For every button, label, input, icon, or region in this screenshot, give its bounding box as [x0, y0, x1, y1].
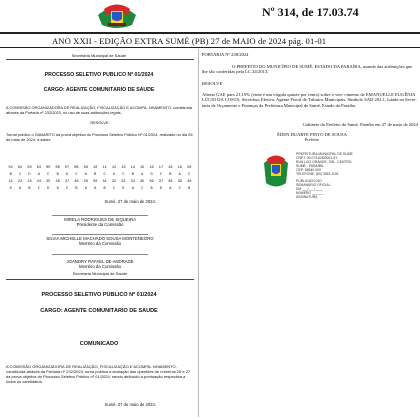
question-number-cell: 16 — [149, 165, 154, 170]
stamp-line: ASSINATURA — [296, 194, 318, 199]
question-number-cell: 34 — [130, 179, 135, 184]
question-number-cell: 21 — [8, 179, 13, 184]
answer-row — [6, 171, 194, 178]
question-number-cell: 12 — [111, 165, 117, 170]
date-line: Sumé, 27 de maio de 2024. — [104, 199, 156, 204]
answer-cell: C — [65, 186, 69, 191]
question-number-cell: 15 — [140, 165, 145, 170]
question-number-cell: 05 — [46, 165, 51, 170]
question-number-cell: 37 — [158, 179, 164, 184]
answer-cell: B — [94, 172, 97, 177]
answer-cell: A — [141, 172, 144, 177]
divider — [6, 279, 194, 280]
answer-cell: A — [131, 186, 134, 191]
process-title: PROCESSO SELETIVO PÚBLICO Nº 01/2024 — [41, 292, 157, 298]
question-number-cell: 33 — [121, 179, 126, 184]
answer-cell: A — [56, 186, 59, 191]
answer-cell: C — [37, 186, 40, 191]
question-number-cell: 36 — [149, 179, 154, 184]
answer-cell: C — [112, 186, 116, 191]
signer-name: JOANDRY RAFAEL DE ANDRADE — [66, 259, 134, 264]
question-number-cell: 32 — [111, 179, 117, 184]
answer-cell: C — [103, 172, 106, 177]
stamp-line: SUMÉ - PARAÍBA — [296, 163, 324, 168]
question-number-cell: 29 — [83, 179, 88, 184]
answer-cell: A — [178, 172, 181, 177]
answer-cell: A — [94, 186, 97, 191]
answer-cell: B — [169, 172, 172, 177]
question-number-cell: 17 — [158, 165, 164, 170]
stamp-line: TELEFONE: (83) 3353-1191 — [296, 171, 339, 176]
question-number-cell: 11 — [102, 165, 107, 170]
stamp-line: CEP: 58540-000 — [296, 167, 322, 172]
question-number-cell: 25 — [46, 179, 51, 184]
question-number-cell: 28 — [74, 179, 79, 184]
signer-name: ÉDEN DUARTE PINTO DE SOUSA — [277, 132, 347, 137]
answer-key-table — [6, 164, 194, 192]
cargo-title: CARGO: AGENTE COMUNITÁRIO DE SAÚDE — [43, 87, 155, 93]
stamp-line: SEMANÁRIO OFICIAL — [296, 183, 331, 188]
answer-cell: D — [28, 172, 31, 177]
question-number-cell: 35 — [140, 179, 145, 184]
stamp-line: PUBLICADO NO — [296, 179, 322, 184]
answer-cell: B — [131, 172, 134, 177]
portaria-body: Alterar GAE para 21,15% (vinte e um vírgula quinze por cento) sobre o ven- cimento de EMANUELLE EUGÊNIA LÚCIO DA COSTA, Servidora Efetiva, Agente Fiscal de Tributos Municipais, Símbolo SAD 202.1, lotada na Secre- taria de Orçamento e Finanças da Prefeitura Municipal de Sumé, Estado da Paraíba. — [202, 92, 417, 108]
signer-name: MIRELA RODRIGUES DE SIQUEIRA — [64, 217, 136, 222]
gabinete-line: Gabinete do Prefeito de Sumé, Paraíba em 27 de maio de 2024 — [302, 122, 418, 127]
question-number-cell: 23 — [27, 179, 32, 184]
answer-cell: A — [84, 172, 87, 177]
answer-cell: B — [150, 186, 153, 191]
header-rule-bottom — [0, 47, 420, 48]
stamp-line: RUA LUIZ GRANDE, S/N - CENTRO — [296, 159, 352, 164]
divider — [6, 59, 194, 60]
answer-cell: A — [37, 172, 40, 177]
question-number-cell: 18 — [168, 165, 173, 170]
question-number-cell: 24 — [36, 179, 42, 184]
question-number-cell: 26 — [55, 179, 60, 184]
header-rule — [0, 32, 420, 34]
signer-name: SILVIA MICHELLE MACHADO SOUSA MONTENEGRO — [46, 236, 154, 241]
portaria-title: PORTARIA Nº 238/2024 — [202, 52, 249, 57]
answer-cell: C — [19, 172, 22, 177]
law-reference-box — [252, 0, 420, 28]
answer-cell: D — [122, 186, 125, 191]
signature-line — [52, 215, 148, 216]
question-number-cell: 09 — [83, 165, 88, 170]
question-number-row — [6, 178, 194, 185]
question-number-cell: 20 — [187, 165, 192, 170]
secretaria-label: Secretaria Municipal de Saúde — [72, 271, 128, 276]
stamp-line: EM ___/___/____ — [296, 187, 323, 192]
stamp-line: CNPJ: 09.073.628/0001-91 — [296, 155, 338, 160]
question-number-cell: 27 — [64, 179, 70, 184]
question-number-cell: 13 — [121, 165, 126, 170]
question-number-cell: 07 — [64, 165, 70, 170]
question-number-cell: 31 — [102, 179, 107, 184]
comunicado-title: COMUNICADO — [79, 341, 119, 347]
question-number-cell: 38 — [168, 179, 173, 184]
answer-cell: C — [47, 172, 50, 177]
answer-cell: B — [103, 186, 106, 191]
answer-cell: B — [9, 172, 12, 177]
stamp-line: PREFEITURA MUNICIPAL DE SUMÉ — [296, 152, 353, 156]
stamp-crest-logo — [261, 153, 291, 189]
question-number-cell: 19 — [177, 165, 182, 170]
intro-paragraph: A COMISSÃO ORGANIZADORA DE REALIZAÇÃO, FISCALIZAÇÃO E ACOMPA- NHAMENTO, constituída através da Portaria nº 232/2023, no uso de suas atribuições legais, — [6, 105, 192, 115]
answer-cell: D — [112, 172, 116, 177]
answer-cell: C — [122, 172, 125, 177]
question-number-cell: 40 — [187, 179, 192, 184]
signer-role: Prefeito — [304, 137, 320, 142]
answer-cell: D — [150, 172, 153, 177]
signer-role: Membro da Comissão — [78, 264, 122, 269]
question-number-row — [6, 164, 194, 171]
question-number-cell: 30 — [93, 179, 98, 184]
resolve-label: RESOLVE: — [90, 120, 110, 125]
answer-row — [6, 185, 194, 192]
signature-line — [52, 234, 148, 235]
column-divider — [198, 49, 199, 417]
law-reference: Nº 314, de 17.03.74 — [262, 5, 359, 19]
answer-cell: C — [188, 172, 191, 177]
question-number-cell: 10 — [93, 165, 98, 170]
resolve-label: RESOLVE — [202, 81, 223, 86]
answer-cell: C — [141, 186, 144, 191]
edition-line: ANO XXII - EDIÇÃO EXTRA SUMÉ (PB) 27 de MAIO de 2024 pág. 01-01 — [52, 36, 327, 46]
question-number-cell: 01 — [8, 165, 13, 170]
question-number-cell: 03 — [27, 165, 32, 170]
answer-cell: C — [178, 186, 181, 191]
answer-cell: D — [159, 186, 163, 191]
question-number-cell: 39 — [177, 179, 182, 184]
question-number-cell: 14 — [130, 165, 135, 170]
answer-cell: C — [159, 172, 163, 177]
comunicado-paragraph: A COMISSÃO ORGANIZADORA DE REALIZAÇÃO, FISCALIZAÇÃO E ACOMPA- NHAMENTO, constituída através da Portaria nº 232/2023, torna pública a anulação das questões de números 25 e 27 da prova objetiva do Processo Seletivo Público nº 01/2024, sendo atribuído a pontuação respectiva a todos os candidatos. — [6, 364, 191, 384]
process-title: PROCESSO SELETIVO PÚBLICO Nº 01/2024 — [44, 72, 154, 78]
question-number-cell: 06 — [55, 165, 60, 170]
date-line: Sumé, 27 de maio de 2024. — [104, 402, 156, 407]
secretaria-label: Secretaria Municipal de Saúde — [71, 53, 127, 58]
question-number-cell: 04 — [36, 165, 42, 170]
stamp-line: NÚMERO ______ — [296, 191, 324, 196]
portaria-preamble: O PREFEITO DO MUNICÍPIO DE SUMÉ, ESTADO DA PARAÍBA, usando das atribuições que lhe são conferidas pela LC 24/2013, — [202, 64, 413, 75]
gabarito-paragraph: Tornar público o GABARITO da prova objetiva do Processo Seletivo Público Nº 01/2024, realizado no dia 26 de maio de 2024, a saber: — [6, 132, 193, 142]
answer-cell: B — [28, 186, 31, 191]
answer-cell: B — [75, 186, 78, 191]
answer-cell: C — [75, 172, 78, 177]
question-number-cell: 02 — [17, 165, 23, 170]
signer-role: Membro da Comissão — [78, 241, 122, 246]
cargo-title: CARGO: AGENTE COMUNITÁRIO DE SAÚDE — [40, 308, 158, 314]
question-number-cell: 08 — [74, 165, 79, 170]
answer-cell: D — [84, 186, 87, 191]
signer-role: Presidente da Comissão — [76, 222, 124, 227]
answer-cell: B — [56, 172, 59, 177]
answer-cell: B — [188, 186, 191, 191]
answer-cell: D — [65, 172, 69, 177]
answer-cell: D — [47, 186, 50, 191]
signature-line — [52, 254, 148, 255]
answer-cell: A — [169, 186, 172, 191]
publication-stamp — [296, 153, 366, 200]
answer-cell: D — [9, 186, 12, 191]
answer-cell: A — [19, 186, 22, 191]
municipal-crest-logo — [94, 1, 140, 29]
question-number-cell: 22 — [17, 179, 23, 184]
